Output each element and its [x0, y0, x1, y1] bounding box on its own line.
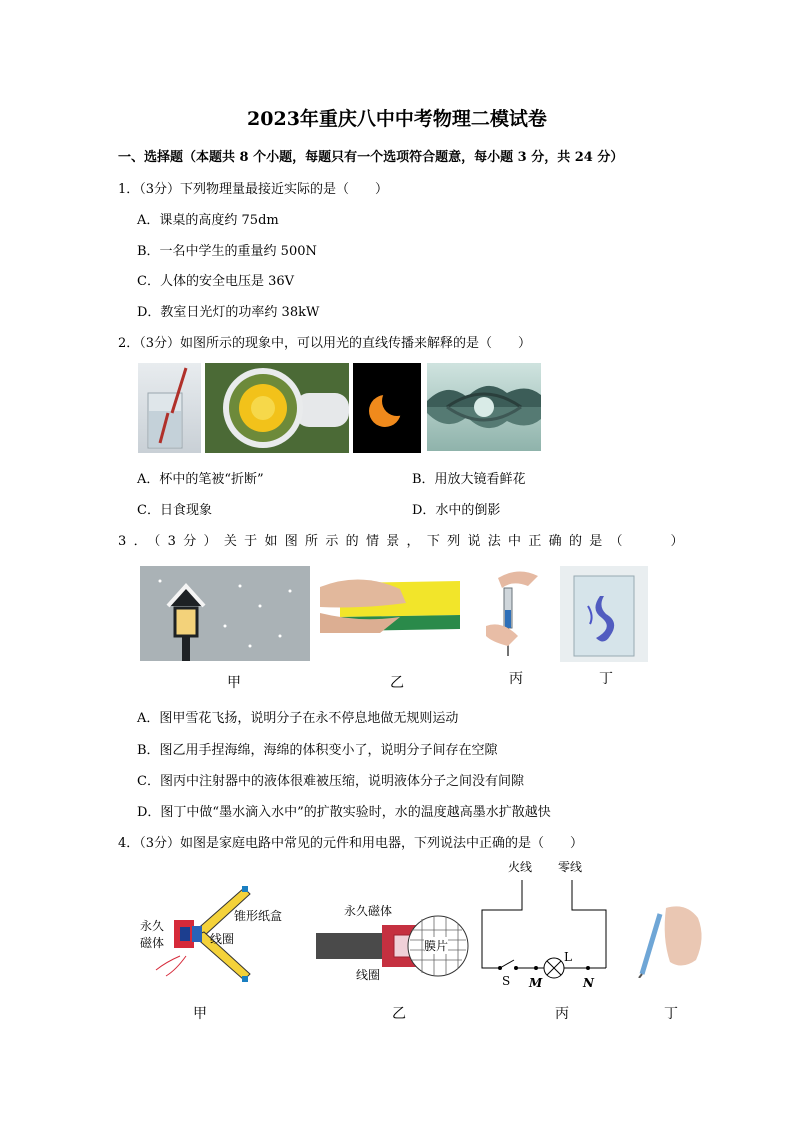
q1-option-c: C．人体的安全电压是 36V [137, 274, 295, 289]
bing-label-live: 火线 [508, 860, 533, 874]
bing-label-lamp: L [564, 950, 572, 964]
yi-label-film: 膜片 [424, 939, 449, 953]
syringe-image [478, 566, 542, 662]
q3-caption-ding: 丁 [599, 671, 613, 687]
q3-option-c: C．图丙中注射器中的液体很难被压缩，说明液体分子之间没有间隙 [137, 774, 524, 789]
bing-label-neutral: 零线 [558, 860, 583, 874]
q4-caption-bing: 丙 [555, 1006, 569, 1022]
jia-label-magnet: 永久 [140, 919, 165, 933]
section-heading: 一、选择题（本题共 8 个小题，每题只有一个选项符合题意，每小题 3 分，共 24 分） [118, 150, 624, 165]
q1-option-b: B．一名中学生的重量约 500N [137, 244, 317, 259]
q4-caption-yi: 乙 [392, 1006, 406, 1022]
yi-label-magnet: 永久磁体 [344, 904, 393, 918]
question-2-stem: 2．（3分）如图所示的现象中，可以用光的直线传播来解释的是（ ） [118, 336, 532, 351]
q3-option-d: D．图丁中做“墨水滴入水中”的扩散实验时，水的温度越高墨水扩散越快 [137, 805, 551, 820]
q4-caption-jia: 甲 [193, 1006, 207, 1022]
glass-pen-image [138, 363, 201, 453]
q2-option-d: D．水中的倒影 [412, 503, 501, 518]
circuit-diagram [478, 880, 610, 980]
snow-lamp-image [140, 566, 310, 661]
water-reflection-image [427, 363, 541, 451]
test-pen-image [636, 898, 708, 978]
q3-caption-yi: 乙 [390, 675, 404, 691]
bing-label-n: N [583, 976, 594, 990]
bing-label-switch: S [502, 974, 511, 988]
q2-option-a: A．杯中的笔被“折断” [137, 472, 264, 487]
magnifier-flower-image [205, 363, 349, 453]
page-title: 2023年重庆八中中考物理二模试卷 [247, 108, 547, 130]
question-3-stem: 3．（3分）关于如图所示的情景，下列说法中正确的是（ ） [118, 534, 691, 549]
q3-option-a: A．图甲雪花飞扬，说明分子在永不停息地做无规则运动 [137, 711, 459, 726]
ink-diffusion-image [560, 566, 648, 662]
q3-caption-bing: 丙 [509, 671, 523, 687]
q1-option-a: A．课桌的高度约 75dm [137, 213, 279, 228]
question-1-stem: 1．（3分）下列物理量最接近实际的是（ ） [118, 182, 389, 197]
q3-option-b: B．图乙用手捏海绵，海绵的体积变小了，说明分子间存在空隙 [137, 743, 498, 758]
jia-label-magnet-2: 磁体 [140, 936, 165, 950]
q1-option-d: D．教室日光灯的功率约 38kW [137, 305, 320, 320]
solar-eclipse-image [353, 363, 421, 453]
q4-caption-ding: 丁 [664, 1006, 678, 1022]
sponge-squeeze-image [320, 573, 464, 635]
q3-caption-jia: 甲 [227, 675, 241, 691]
bing-label-m: M [529, 976, 543, 990]
question-4-stem: 4．（3分）如图是家庭电路中常见的元件和用电器，下列说法中正确的是（ ） [118, 836, 584, 851]
jia-label-coil: 线圈 [210, 932, 235, 946]
q2-option-b: B．用放大镜看鲜花 [412, 472, 526, 487]
q2-option-c: C．日食现象 [137, 503, 212, 518]
yi-label-coil: 线圈 [356, 968, 381, 982]
jia-label-cone: 锥形纸盒 [234, 909, 283, 923]
